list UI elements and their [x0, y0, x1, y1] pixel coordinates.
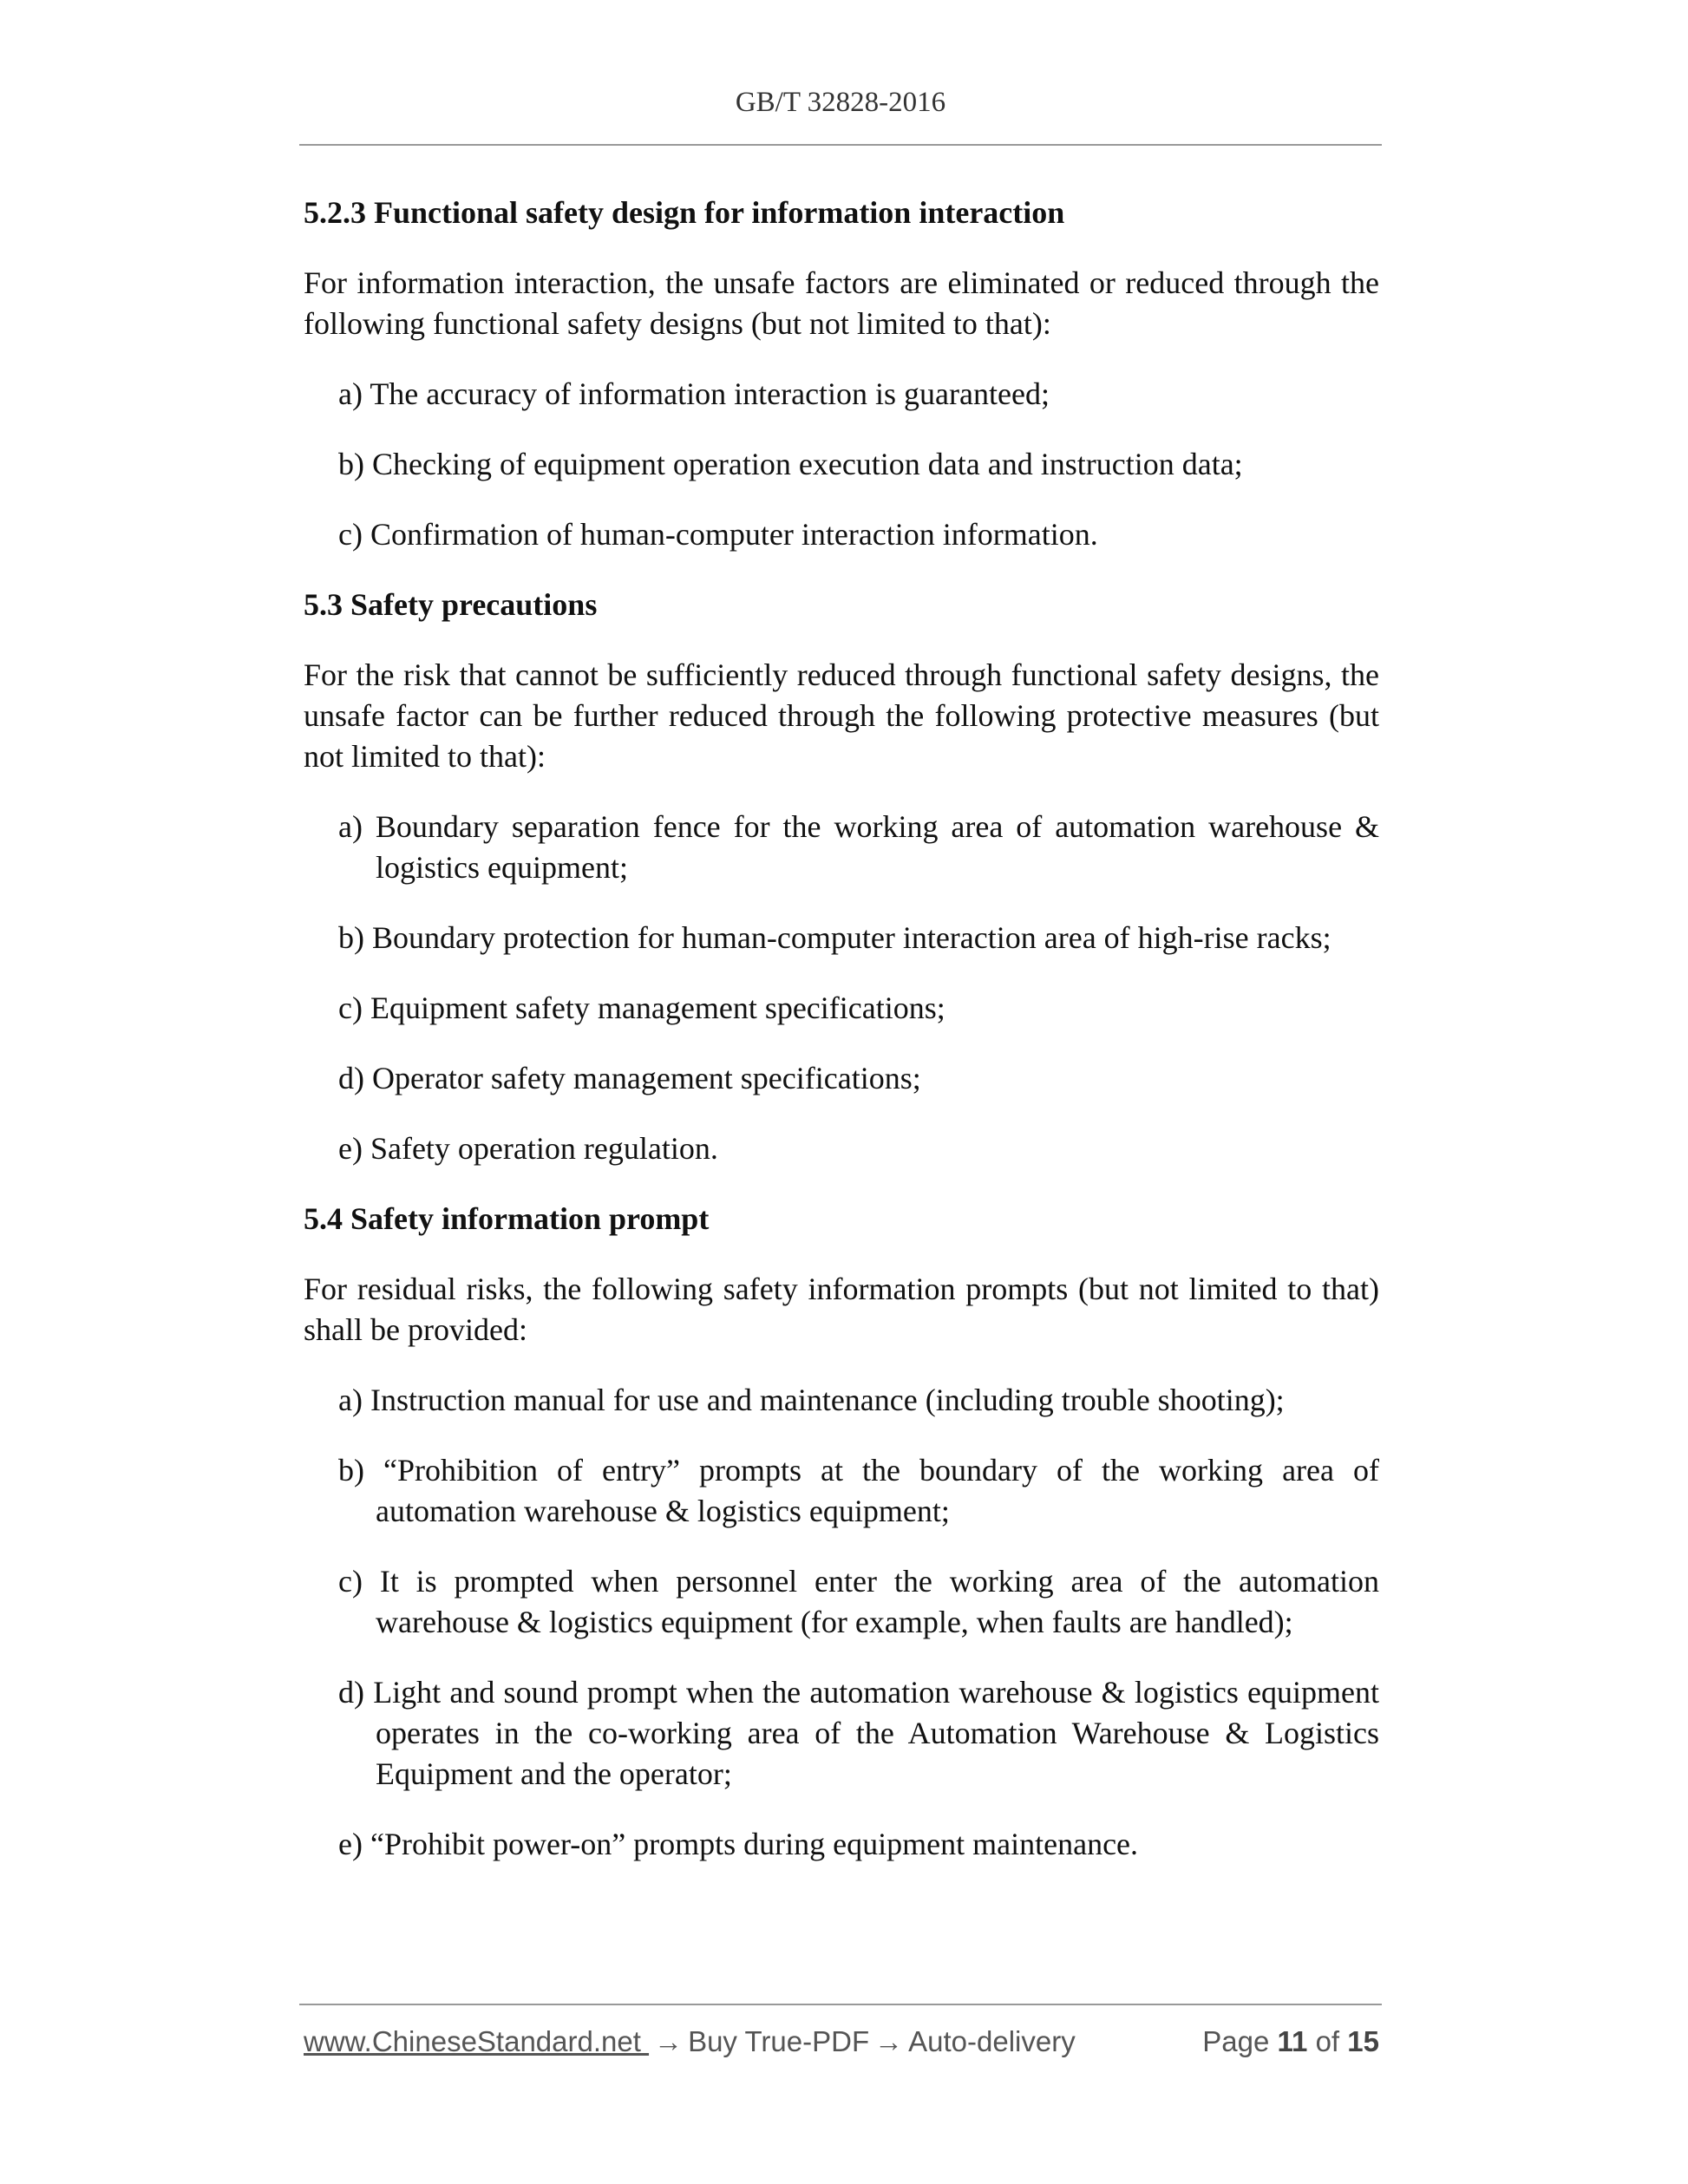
list-item: a) The accuracy of information interaction is guaranteed; — [338, 376, 1050, 411]
of-label: of — [1315, 2025, 1340, 2057]
document-id-header: GB/T 32828-2016 — [735, 87, 946, 118]
list-item: e) Safety operation regulation. — [338, 1131, 718, 1166]
auto-delivery-text: Auto-delivery — [908, 2025, 1076, 2057]
total-pages-number: 15 — [1347, 2025, 1379, 2057]
list-item: c) Confirmation of human-computer interaction information. — [338, 517, 1098, 552]
page-content — [304, 193, 1379, 1894]
list-item: b) Checking of equipment operation execution data and instruction data; — [338, 447, 1243, 481]
list-item: b) Boundary protection for human-computer interaction area of high-rise racks; — [338, 920, 1331, 955]
section-5-3 — [304, 585, 1379, 1169]
footer-promo — [304, 2025, 1076, 2058]
header-divider — [299, 144, 1382, 146]
list-item: a) Boundary separation fence for the working area of automation warehouse & logistics equipment; — [338, 809, 1379, 885]
section-heading: 5.4 Safety information prompt — [304, 1201, 710, 1236]
section-5-4 — [304, 1199, 1379, 1865]
footer-divider — [299, 2004, 1382, 2005]
section-intro: For residual risks, the following safety information prompts (but not limited to that) shall be provided: — [304, 1272, 1379, 1347]
list-item: e) “Prohibit power-on” prompts during equipment maintenance. — [338, 1827, 1139, 1861]
list-item: d) Operator safety management specifications; — [338, 1061, 921, 1095]
list-item: a) Instruction manual for use and maintenance (including trouble shooting); — [338, 1383, 1285, 1417]
list-item: d) Light and sound prompt when the automation warehouse & logistics equipment operates in the co-working area of the Automation Warehouse & Logistics Equipment and the operator; — [338, 1675, 1379, 1791]
list-item: c) It is prompted when personnel enter the working area of the automation warehouse & logistics equipment (for example, when faults are handled); — [338, 1564, 1379, 1639]
list-item: c) Equipment safety management specifications; — [338, 991, 945, 1025]
list-item: b) “Prohibition of entry” prompts at the boundary of the working area of automation warehouse & logistics equipment; — [338, 1453, 1379, 1528]
website-link[interactable]: www.ChineseStandard.net — [304, 2025, 650, 2057]
section-intro: For information interaction, the unsafe factors are eliminated or reduced through the following functional safety designs (but not limited to that): — [304, 265, 1379, 341]
section-heading: 5.2.3 Functional safety design for information interaction — [304, 195, 1065, 230]
current-page-number: 11 — [1277, 2025, 1308, 2057]
section-5-2-3 — [304, 193, 1379, 555]
arrow-right-icon: → — [654, 2025, 684, 2057]
page-indicator — [1202, 2025, 1379, 2058]
page-label: Page — [1202, 2025, 1270, 2057]
section-heading: 5.3 Safety precautions — [304, 587, 598, 622]
arrow-right-icon: → — [874, 2025, 904, 2057]
buy-pdf-text: Buy True-PDF — [688, 2025, 870, 2057]
section-intro: For the risk that cannot be sufficiently reduced through functional safety designs, the unsafe factor can be further reduced through the following protective measures (but not limited to that): — [304, 657, 1379, 774]
